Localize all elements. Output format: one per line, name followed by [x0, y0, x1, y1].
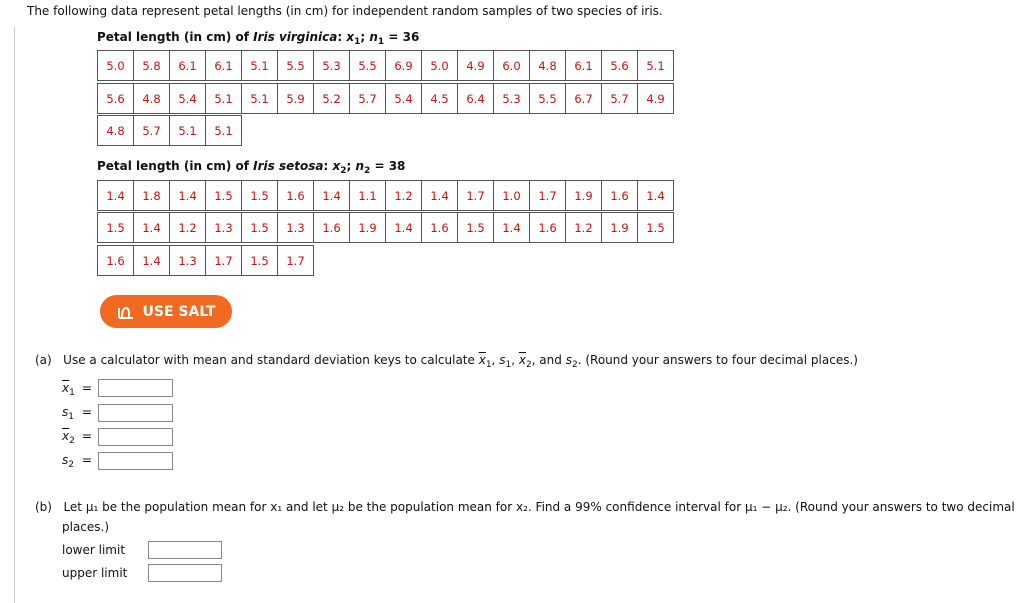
data-cell: 5.7 — [602, 84, 638, 114]
s1-input[interactable] — [98, 404, 173, 422]
data-cell: 4.9 — [638, 84, 674, 114]
s2-label: $s_2$ = — [62, 453, 93, 470]
data-cell: 5.1 — [206, 116, 242, 146]
data-cell: 1.4 — [314, 181, 350, 211]
data-cell: 5.8 — [134, 51, 170, 81]
data-cell: 5.1 — [242, 84, 278, 114]
data-cell: 1.6 — [602, 181, 638, 211]
xbar1-label: $\overline{x}_1$ = — [62, 381, 93, 398]
data-cell: 1.0 — [494, 181, 530, 211]
lower-limit-input[interactable] — [148, 541, 222, 559]
data-cell: 6.7 — [566, 84, 602, 114]
data-cell: 1.2 — [170, 213, 206, 243]
xbar1-input[interactable] — [98, 379, 173, 397]
part-a-question: (a) Use a calculator with mean and standard deviation keys to calculate $\overline{x}_1$, $s_1$, $\overline{x}_2$, and $s_2$. (Round your answers to four decimal places.) — [35, 353, 858, 370]
virginica-table-label: Petal length (in cm) of Iris virginica: $x_1$; $n_1 = 36$ — [97, 30, 420, 47]
data-cell: 4.9 — [458, 51, 494, 81]
data-cell: 6.0 — [494, 51, 530, 81]
setosa-data-row-3 — [97, 245, 314, 276]
data-cell: 1.6 — [98, 246, 134, 276]
data-cell: 1.4 — [494, 213, 530, 243]
data-cell: 1.5 — [458, 213, 494, 243]
use-salt-button[interactable] — [100, 295, 232, 328]
lower-limit-label: lower limit — [62, 543, 126, 557]
data-cell: 1.6 — [530, 213, 566, 243]
data-cell: 5.6 — [98, 84, 134, 114]
s2-input[interactable] — [98, 452, 173, 470]
data-cell: 1.9 — [566, 181, 602, 211]
virginica-data-row-1 — [97, 50, 674, 81]
data-cell: 1.7 — [278, 246, 314, 276]
data-cell: 4.5 — [422, 84, 458, 114]
data-cell: 1.4 — [98, 181, 134, 211]
data-cell: 1.2 — [386, 181, 422, 211]
data-cell: 5.6 — [602, 51, 638, 81]
data-cell: 1.6 — [314, 213, 350, 243]
data-cell: 1.5 — [242, 246, 278, 276]
left-divider — [14, 27, 15, 603]
data-cell: 1.7 — [206, 246, 242, 276]
data-cell: 5.7 — [350, 84, 386, 114]
data-cell: 1.9 — [350, 213, 386, 243]
data-cell: 5.4 — [170, 84, 206, 114]
data-cell: 5.2 — [314, 84, 350, 114]
data-cell: 4.8 — [134, 84, 170, 114]
data-cell: 1.7 — [458, 181, 494, 211]
data-cell: 1.1 — [350, 181, 386, 211]
data-cell: 6.4 — [458, 84, 494, 114]
virginica-data-row-2 — [97, 83, 674, 114]
data-cell: 6.1 — [566, 51, 602, 81]
data-cell: 5.5 — [350, 51, 386, 81]
data-cell: 5.1 — [638, 51, 674, 81]
data-cell: 1.4 — [386, 213, 422, 243]
data-cell: 6.1 — [170, 51, 206, 81]
data-cell: 5.7 — [134, 116, 170, 146]
data-cell: 1.3 — [206, 213, 242, 243]
upper-limit-input[interactable] — [148, 564, 222, 582]
part-b-question: (b) Let μ₁ be the population mean for x₁ and let μ₂ be the population mean for x₂. Find a 99% confidence interval for μ₁ − μ₂. (Round your answers to two decimal — [35, 500, 1015, 514]
setosa-data-row-1 — [97, 180, 674, 211]
data-cell: 5.0 — [422, 51, 458, 81]
use-salt-label: USE SALT — [142, 303, 216, 320]
data-cell: 5.3 — [494, 84, 530, 114]
data-cell: 4.8 — [98, 116, 134, 146]
data-cell: 5.0 — [98, 51, 134, 81]
problem-intro: The following data represent petal lengths (in cm) for independent random samples of two species of iris. — [27, 4, 663, 18]
data-cell: 1.5 — [242, 213, 278, 243]
data-cell: 5.1 — [242, 51, 278, 81]
xbar2-input[interactable] — [98, 428, 173, 446]
data-cell: 6.1 — [206, 51, 242, 81]
data-cell: 1.8 — [134, 181, 170, 211]
data-cell: 1.2 — [566, 213, 602, 243]
data-cell: 1.4 — [134, 213, 170, 243]
data-cell: 1.4 — [134, 246, 170, 276]
data-cell: 5.3 — [314, 51, 350, 81]
data-cell: 5.1 — [206, 84, 242, 114]
salt-logo-icon — [117, 304, 135, 320]
data-cell: 1.7 — [530, 181, 566, 211]
upper-limit-label: upper limit — [62, 566, 128, 580]
data-cell: 5.4 — [386, 84, 422, 114]
setosa-data-row-2 — [97, 212, 674, 243]
data-cell: 5.5 — [530, 84, 566, 114]
data-cell: 6.9 — [386, 51, 422, 81]
data-cell: 4.8 — [530, 51, 566, 81]
data-cell: 1.5 — [98, 213, 134, 243]
data-cell: 5.9 — [278, 84, 314, 114]
data-cell: 1.9 — [602, 213, 638, 243]
data-cell: 1.3 — [278, 213, 314, 243]
data-cell: 5.1 — [170, 116, 206, 146]
data-cell: 1.4 — [170, 181, 206, 211]
setosa-table-label: Petal length (in cm) of Iris setosa: $x_2$; $n_2 = 38$ — [97, 159, 406, 176]
data-cell: 1.6 — [278, 181, 314, 211]
data-cell: 1.5 — [242, 181, 278, 211]
data-cell: 1.6 — [422, 213, 458, 243]
virginica-data-row-3 — [97, 115, 242, 146]
data-cell: 1.4 — [638, 181, 674, 211]
data-cell: 5.5 — [278, 51, 314, 81]
data-cell: 1.5 — [638, 213, 674, 243]
data-cell: 1.5 — [206, 181, 242, 211]
s1-label: $s_1$ = — [62, 405, 93, 422]
data-cell: 1.3 — [170, 246, 206, 276]
part-b-question-cont: places.) — [62, 520, 110, 534]
xbar2-label: $\overline{x}_2$ = — [62, 429, 93, 446]
data-cell: 1.4 — [422, 181, 458, 211]
